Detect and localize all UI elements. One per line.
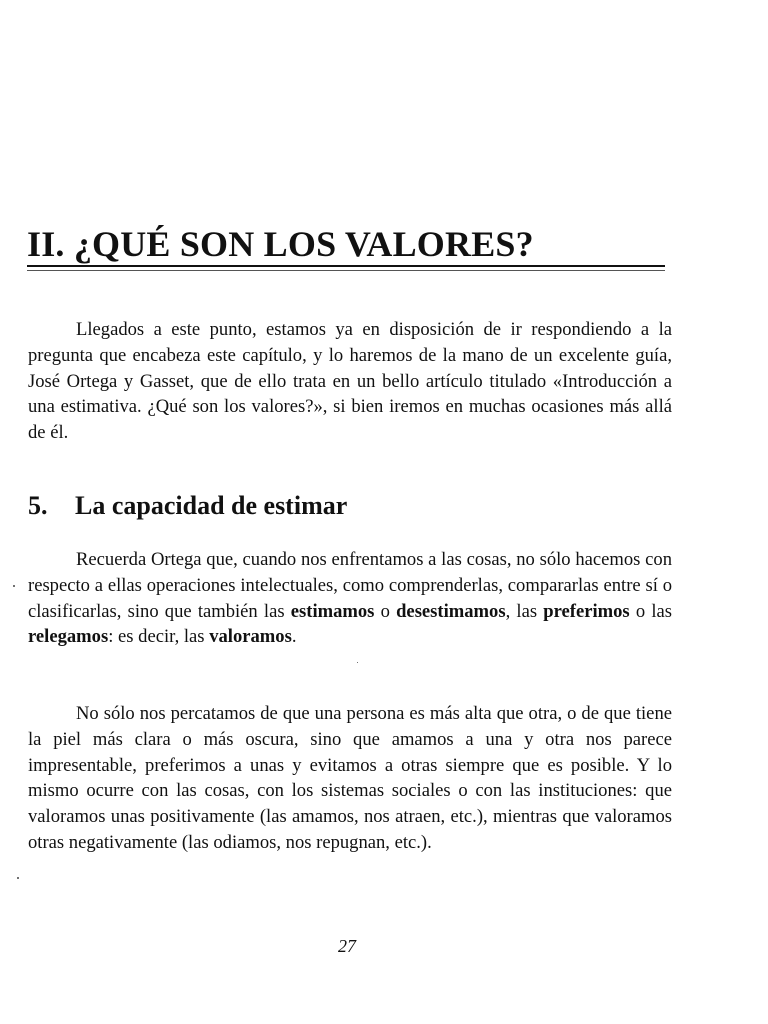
bold-term-preferimos: preferimos <box>543 600 630 622</box>
bold-term-estimamos: estimamos <box>290 600 375 622</box>
title-underline <box>27 265 665 267</box>
text-run: o <box>374 600 397 622</box>
text-run: , las <box>505 600 544 622</box>
bold-term-valoramos: valoramos <box>209 626 292 648</box>
section-number: 5. <box>28 491 48 520</box>
text-run: o las <box>629 600 672 622</box>
text-run: : es decir, las <box>108 626 210 648</box>
bold-term-relegamos: relegamos <box>28 626 109 648</box>
section-paragraph-2: No sólo nos percatamos de que una persona es más alta que otra, o de que tiene la piel más clara o más oscura, sino que amamos a una y otra nos parece impresentable, preferimos a unas y evitamos a otras siempre que es posible. Y lo mismo ocurre con las cosas, con los sistemas sociales o con las instituciones: que valoramos unas positivamente (las amamos, nos atraen, etc.), mientras que valoramos otras negativamente (las odiamos, nos repugnan, etc.). <box>28 703 672 853</box>
scan-speck <box>357 662 358 663</box>
text-run: Recuerda Ortega que, cuando nos enfrentamos a las cosas, no sólo hacemos con respecto a ellas operaciones intelectuales, como comprenderlas, compararlas entre sí o clasificarlas, sino que también las <box>28 549 672 622</box>
scan-speck <box>13 585 15 587</box>
section-title: La capacidad de estimar <box>75 491 348 520</box>
chapter-title: II. ¿QUÉ SON LOS VALORES? <box>27 224 534 264</box>
bold-term-desestimamos: desestimamos <box>396 600 506 622</box>
intro-paragraph: Llegados a este punto, estamos ya en disposición de ir respondiendo a la pregunta que encabeza este capítulo, y lo haremos de la mano de un excelente guía, José Ortega y Gasset, que de ello trata en un bello artículo titulado «Introducción a una estimativa. ¿Qué son los valores?», si bien iremos en muchas ocasiones más allá de él. <box>28 319 672 444</box>
scan-speck <box>17 877 19 879</box>
title-underline-thin <box>27 270 665 271</box>
section-paragraph-1 <box>28 547 672 650</box>
section-heading <box>28 489 347 523</box>
page-number: 27 <box>338 936 356 956</box>
text-run: . <box>291 626 297 648</box>
